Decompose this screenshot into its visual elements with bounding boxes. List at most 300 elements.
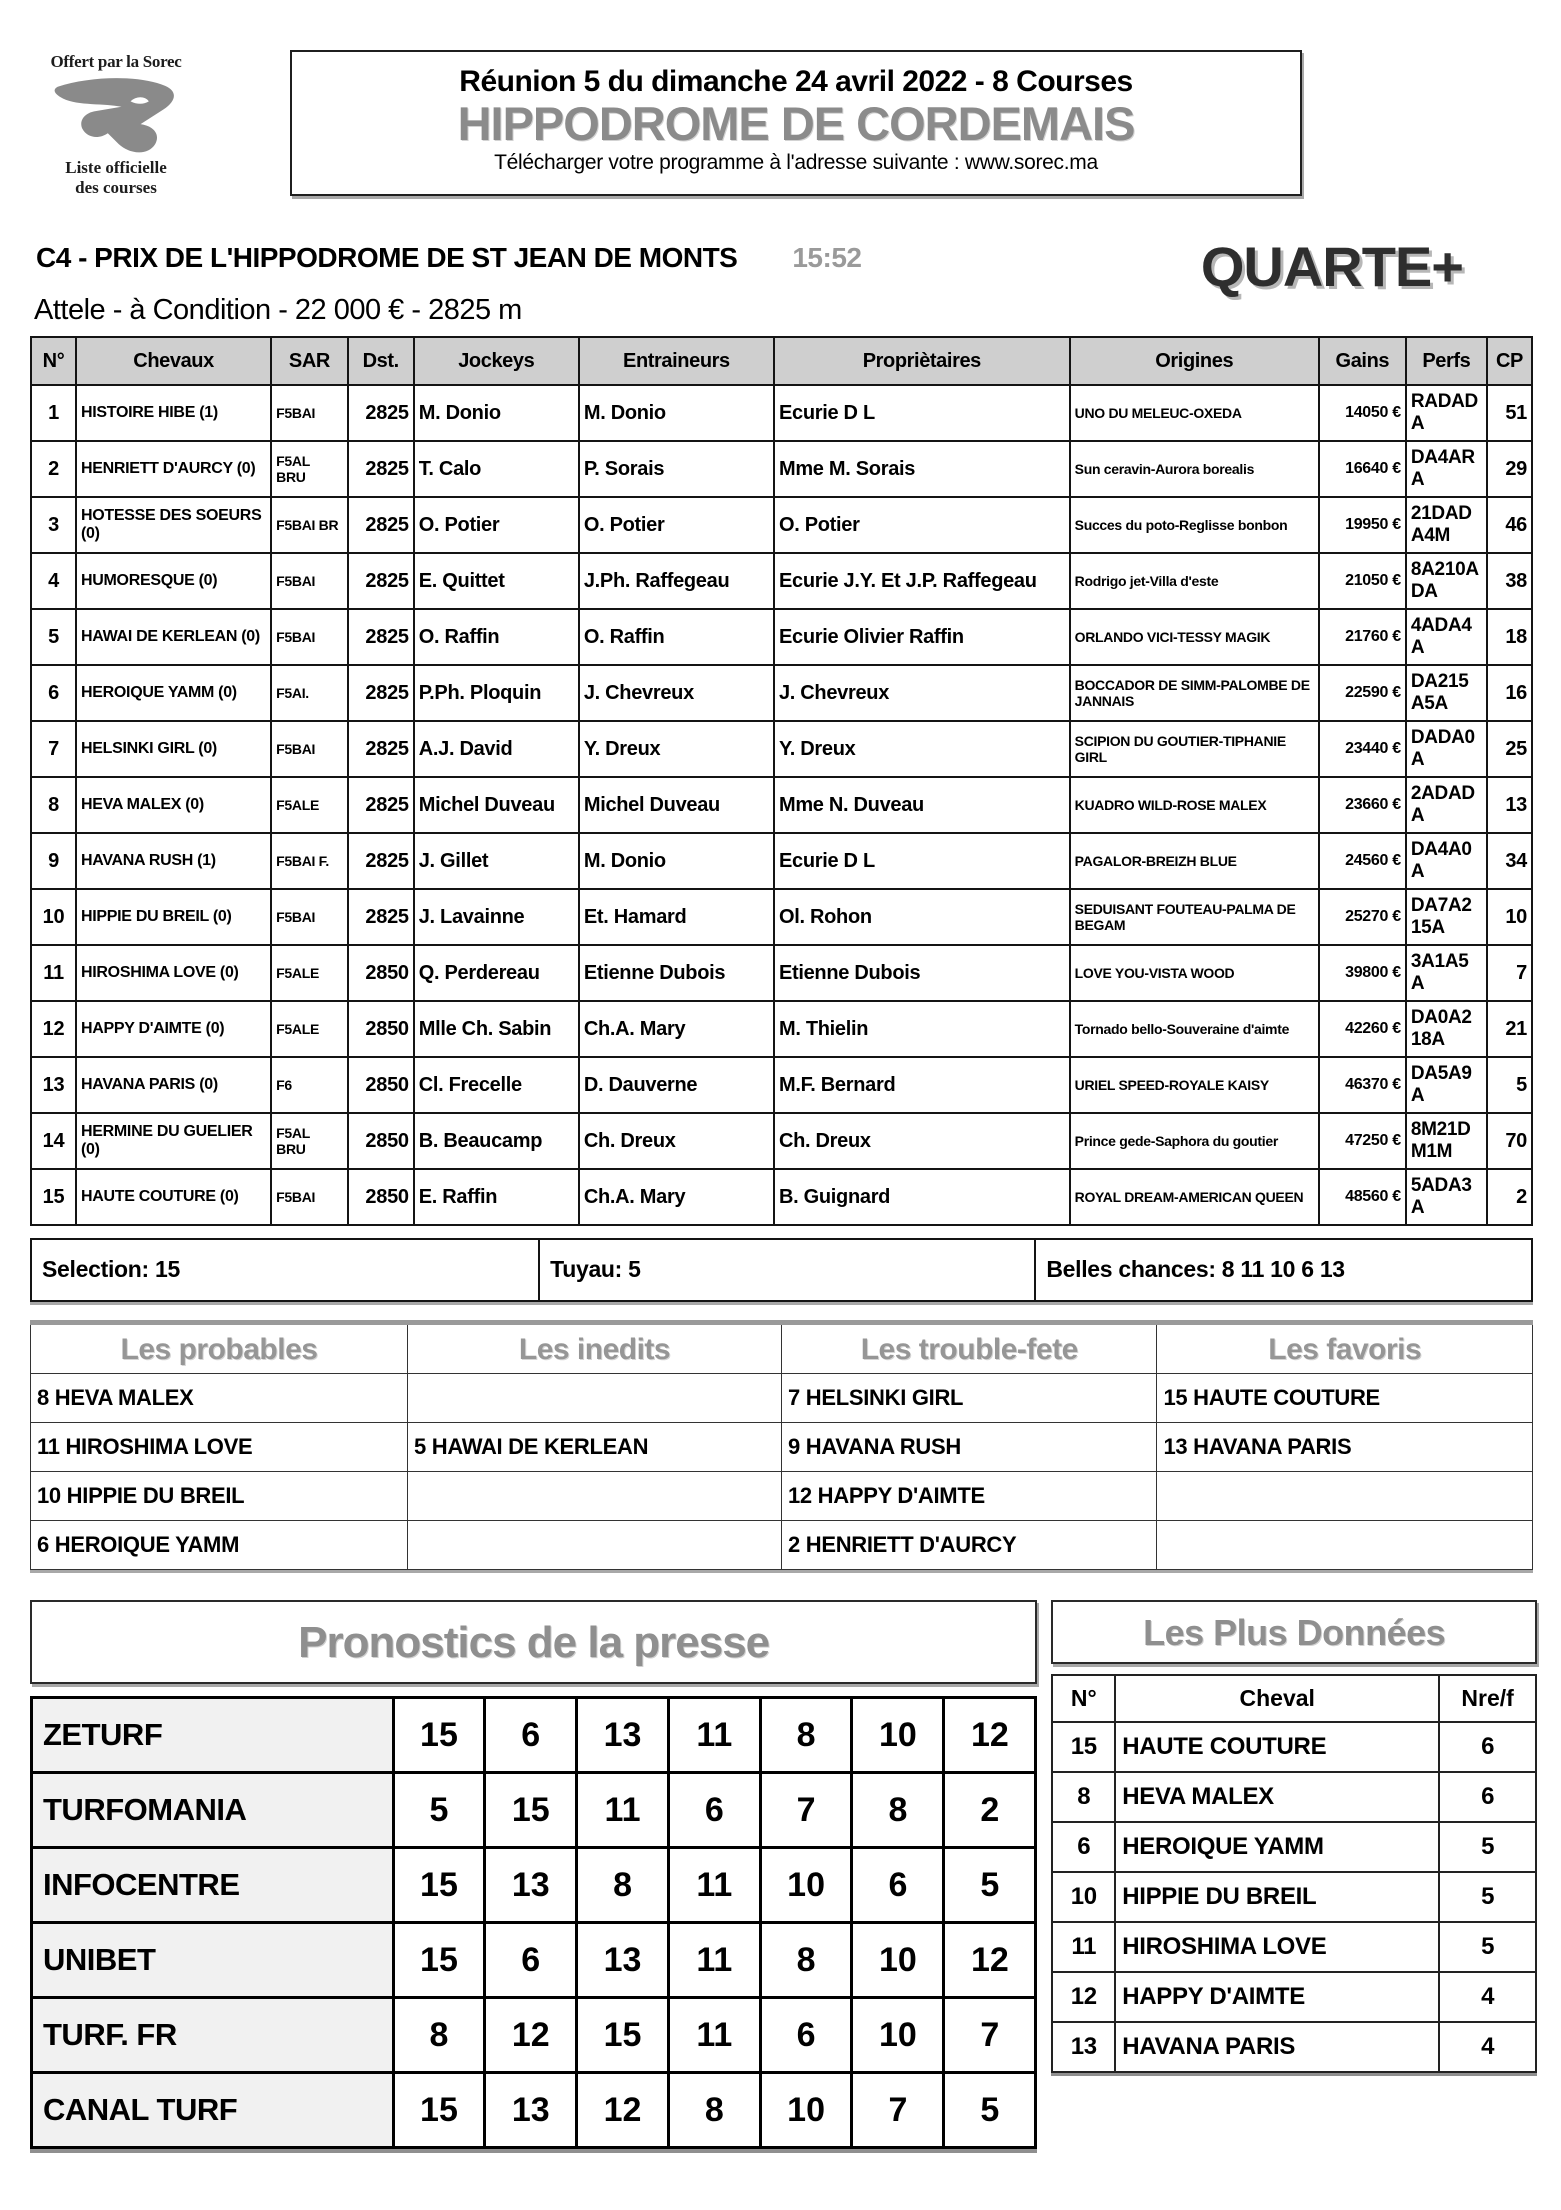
- plus-donnees-title-box: [1051, 1600, 1537, 1664]
- runner-name: HEVA MALEX (0): [76, 777, 271, 833]
- pick-favori: [1157, 1472, 1533, 1521]
- runner-jockey: E. Raffin: [414, 1169, 579, 1225]
- runner-cp: 10: [1487, 889, 1532, 945]
- runner-cp: 18: [1487, 609, 1532, 665]
- runner-owner: Ecurie J.Y. Et J.P. Raffegeau: [774, 553, 1070, 609]
- press-pick-3: 12: [577, 2073, 669, 2148]
- press-pick-3: 11: [577, 1773, 669, 1848]
- press-pick-1: 15: [393, 1923, 485, 1998]
- runner-cp: 21: [1487, 1001, 1532, 1057]
- press-pick-3: 13: [577, 1923, 669, 1998]
- horse-logo-icon: [38, 74, 194, 156]
- header-entraineurs: Entraineurs: [579, 337, 774, 385]
- runner-perfs: 4ADA4A: [1406, 609, 1487, 665]
- selection-value: Selection: 15: [32, 1240, 540, 1300]
- press-pick-6: 10: [852, 1998, 944, 2073]
- press-title: Pronostics de la presse: [298, 1618, 770, 1667]
- runner-origins: URIEL SPEED-ROYALE KAISY: [1070, 1057, 1319, 1113]
- runner-perfs: DADA0A: [1406, 721, 1487, 777]
- header-cp: CP: [1487, 337, 1532, 385]
- press-pick-6: 6: [852, 1848, 944, 1923]
- runner-name: HERMINE DU GUELIER (0): [76, 1113, 271, 1169]
- runner-earnings: 21050 €: [1319, 553, 1406, 609]
- plus-donnees-section: [1051, 1600, 1537, 2073]
- press-pick-7: 5: [944, 1848, 1036, 1923]
- pick-probable: 8 HEVA MALEX: [31, 1374, 408, 1423]
- runners-header-row: [31, 337, 1532, 385]
- press-pick-1: 5: [393, 1773, 485, 1848]
- runner-jockey: J. Lavainne: [414, 889, 579, 945]
- runner-trainer: Ch.A. Mary: [579, 1169, 774, 1225]
- runner-earnings: 24560 €: [1319, 833, 1406, 889]
- runner-row: [31, 1113, 1532, 1169]
- runner-origins: ROYAL DREAM-AMERICAN QUEEN: [1070, 1169, 1319, 1225]
- runner-number: 7: [31, 721, 76, 777]
- runner-cp: 25: [1487, 721, 1532, 777]
- runner-sar: F5BAI: [271, 385, 348, 441]
- header-chevaux: Chevaux: [76, 337, 271, 385]
- runner-sar: F5ALE: [271, 1001, 348, 1057]
- selection-bar: [30, 1238, 1533, 1302]
- lpd-count: 4: [1439, 2022, 1536, 2072]
- runner-trainer: M. Donio: [579, 385, 774, 441]
- pick-trouble-fete: 2 HENRIETT D'AURCY: [781, 1521, 1157, 1570]
- runner-jockey: M. Donio: [414, 385, 579, 441]
- runner-trainer: Ch. Dreux: [579, 1113, 774, 1169]
- press-pick-7: 2: [944, 1773, 1036, 1848]
- runner-distance: 2825: [348, 889, 414, 945]
- runner-distance: 2825: [348, 385, 414, 441]
- press-outlet: UNIBET: [32, 1923, 394, 1998]
- runner-row: [31, 553, 1532, 609]
- runner-number: 3: [31, 497, 76, 553]
- header-probables: Les probables: [31, 1323, 408, 1374]
- plus-donnees-row: [1052, 1922, 1536, 1972]
- runner-name: HIPPIE DU BREIL (0): [76, 889, 271, 945]
- runner-jockey: Michel Duveau: [414, 777, 579, 833]
- press-pick-2: 13: [485, 1848, 577, 1923]
- runner-earnings: 21760 €: [1319, 609, 1406, 665]
- runner-owner: Mme M. Sorais: [774, 441, 1070, 497]
- runner-distance: 2850: [348, 1001, 414, 1057]
- runner-origins: KUADRO WILD-ROSE MALEX: [1070, 777, 1319, 833]
- runner-sar: F5BAI: [271, 889, 348, 945]
- runner-perfs: 5ADA3A: [1406, 1169, 1487, 1225]
- runner-distance: 2850: [348, 945, 414, 1001]
- lpd-horse-name: HAPPY D'AIMTE: [1115, 1972, 1439, 2022]
- runner-row: [31, 889, 1532, 945]
- runner-origins: Rodrigo jet-Villa d'este: [1070, 553, 1319, 609]
- runner-origins: LOVE YOU-VISTA WOOD: [1070, 945, 1319, 1001]
- press-pick-4: 11: [668, 1698, 760, 1773]
- runner-name: HUMORESQUE (0): [76, 553, 271, 609]
- runner-distance: 2850: [348, 1057, 414, 1113]
- picks-table: [30, 1320, 1533, 1570]
- pick-trouble-fete: 7 HELSINKI GIRL: [781, 1374, 1157, 1423]
- runner-name: HELSINKI GIRL (0): [76, 721, 271, 777]
- press-pick-4: 11: [668, 1998, 760, 2073]
- download-note: Télécharger votre programme à l'adresse suivante : www.sorec.ma: [494, 151, 1098, 175]
- header-favoris: Les favoris: [1157, 1323, 1533, 1374]
- runner-row: [31, 721, 1532, 777]
- press-pick-7: 12: [944, 1923, 1036, 1998]
- runner-row: [31, 385, 1532, 441]
- runner-trainer: Michel Duveau: [579, 777, 774, 833]
- bet-type-badge: QUARTE+: [1200, 235, 1463, 298]
- plus-donnees-row: [1052, 1872, 1536, 1922]
- press-pick-2: 6: [485, 1698, 577, 1773]
- header-lpd-nre: Nre/f: [1439, 1675, 1536, 1722]
- runner-perfs: 21DADA4M: [1406, 497, 1487, 553]
- runner-trainer: P. Sorais: [579, 441, 774, 497]
- runner-sar: F6: [271, 1057, 348, 1113]
- press-row: [32, 1773, 1036, 1848]
- runner-row: [31, 833, 1532, 889]
- runner-cp: 5: [1487, 1057, 1532, 1113]
- runner-origins: UNO DU MELEUC-OXEDA: [1070, 385, 1319, 441]
- header-lpd-num: N°: [1052, 1675, 1115, 1722]
- runner-trainer: J. Chevreux: [579, 665, 774, 721]
- lpd-horse-number: 13: [1052, 2022, 1115, 2072]
- runner-perfs: 2ADADA: [1406, 777, 1487, 833]
- runner-name: HAWAI DE KERLEAN (0): [76, 609, 271, 665]
- press-pick-2: 12: [485, 1998, 577, 2073]
- runner-perfs: DA7A215A: [1406, 889, 1487, 945]
- runner-trainer: D. Dauverne: [579, 1057, 774, 1113]
- header-dst: Dst.: [348, 337, 414, 385]
- runner-cp: 7: [1487, 945, 1532, 1001]
- plus-donnees-row: [1052, 1822, 1536, 1872]
- runner-cp: 70: [1487, 1113, 1532, 1169]
- runner-owner: O. Potier: [774, 497, 1070, 553]
- race-title: C4 - PRIX DE L'HIPPODROME DE ST JEAN DE MONTS 15:52: [36, 242, 862, 273]
- lpd-horse-name: HIROSHIMA LOVE: [1115, 1922, 1439, 1972]
- press-row: [32, 1998, 1036, 2073]
- press-pick-5: 8: [760, 1698, 852, 1773]
- meeting-header-box: [290, 50, 1302, 196]
- runner-cp: 46: [1487, 497, 1532, 553]
- runner-name: HAVANA RUSH (1): [76, 833, 271, 889]
- runner-number: 12: [31, 1001, 76, 1057]
- press-pick-2: 6: [485, 1923, 577, 1998]
- lpd-horse-number: 6: [1052, 1822, 1115, 1872]
- runner-trainer: O. Potier: [579, 497, 774, 553]
- runner-trainer: Et. Hamard: [579, 889, 774, 945]
- runner-cp: 51: [1487, 385, 1532, 441]
- race-header: [30, 218, 1533, 336]
- runner-earnings: 46370 €: [1319, 1057, 1406, 1113]
- lpd-count: 6: [1439, 1722, 1536, 1772]
- press-row: [32, 2073, 1036, 2148]
- runners-table: [30, 336, 1533, 1226]
- press-pick-5: 10: [760, 2073, 852, 2148]
- header-trouble-fete: Les trouble-fete: [781, 1323, 1157, 1374]
- runner-trainer: Ch.A. Mary: [579, 1001, 774, 1057]
- race-conditions: Attele - à Condition - 22 000 € - 2825 m: [34, 294, 522, 326]
- runner-earnings: 23660 €: [1319, 777, 1406, 833]
- runner-name: HISTOIRE HIBE (1): [76, 385, 271, 441]
- press-outlet: TURF. FR: [32, 1998, 394, 2073]
- runner-perfs: 8A210ADA: [1406, 553, 1487, 609]
- header-jockeys: Jockeys: [414, 337, 579, 385]
- runner-jockey: A.J. David: [414, 721, 579, 777]
- runner-earnings: 42260 €: [1319, 1001, 1406, 1057]
- runner-name: HAUTE COUTURE (0): [76, 1169, 271, 1225]
- runner-jockey: O. Potier: [414, 497, 579, 553]
- lpd-count: 5: [1439, 1872, 1536, 1922]
- pick-favori: 15 HAUTE COUTURE: [1157, 1374, 1533, 1423]
- runner-distance: 2825: [348, 833, 414, 889]
- runner-owner: M.F. Bernard: [774, 1057, 1070, 1113]
- page-header: [0, 0, 1561, 218]
- runner-owner: Etienne Dubois: [774, 945, 1070, 1001]
- lpd-count: 5: [1439, 1922, 1536, 1972]
- runner-sar: F5BAI F.: [271, 833, 348, 889]
- runner-number: 13: [31, 1057, 76, 1113]
- runner-sar: F5ALE: [271, 777, 348, 833]
- plus-donnees-row: [1052, 1722, 1536, 1772]
- press-pick-1: 8: [393, 1998, 485, 2073]
- runner-jockey: O. Raffin: [414, 609, 579, 665]
- runner-earnings: 23440 €: [1319, 721, 1406, 777]
- runner-distance: 2825: [348, 721, 414, 777]
- tuyau-value: Tuyau: 5: [540, 1240, 1036, 1300]
- runner-perfs: DA215A5A: [1406, 665, 1487, 721]
- runner-name: HAPPY D'AIMTE (0): [76, 1001, 271, 1057]
- runner-distance: 2825: [348, 609, 414, 665]
- lpd-horse-number: 10: [1052, 1872, 1115, 1922]
- press-pick-1: 15: [393, 1698, 485, 1773]
- runner-sar: F5AI.: [271, 665, 348, 721]
- press-pick-1: 15: [393, 1848, 485, 1923]
- lpd-horse-name: HAUTE COUTURE: [1115, 1722, 1439, 1772]
- runner-jockey: J. Gillet: [414, 833, 579, 889]
- press-outlet: CANAL TURF: [32, 2073, 394, 2148]
- runner-name: HOTESSE DES SOEURS (0): [76, 497, 271, 553]
- press-pick-6: 7: [852, 2073, 944, 2148]
- runner-sar: F5AL BRU: [271, 441, 348, 497]
- press-pick-4: 8: [668, 2073, 760, 2148]
- runner-row: [31, 777, 1532, 833]
- header-lpd-cheval: Cheval: [1115, 1675, 1439, 1722]
- header-origines: Origines: [1070, 337, 1319, 385]
- lpd-horse-number: 8: [1052, 1772, 1115, 1822]
- runner-name: HENRIETT D'AURCY (0): [76, 441, 271, 497]
- press-pick-5: 10: [760, 1848, 852, 1923]
- runner-origins: Succes du poto-Reglisse bonbon: [1070, 497, 1319, 553]
- runner-origins: Tornado bello-Souveraine d'aimte: [1070, 1001, 1319, 1057]
- runner-owner: Mme N. Duveau: [774, 777, 1070, 833]
- runner-sar: F5BAI: [271, 721, 348, 777]
- press-pick-6: 10: [852, 1923, 944, 1998]
- meeting-title: Réunion 5 du dimanche 24 avril 2022 - 8 Courses: [459, 65, 1133, 98]
- lpd-horse-name: HIPPIE DU BREIL: [1115, 1872, 1439, 1922]
- runner-row: [31, 1169, 1532, 1225]
- picks-row: [31, 1374, 1533, 1423]
- header-sar: SAR: [271, 337, 348, 385]
- runner-earnings: 47250 €: [1319, 1113, 1406, 1169]
- runner-row: [31, 665, 1532, 721]
- race-time: 15:52: [792, 242, 862, 273]
- runner-row: [31, 945, 1532, 1001]
- pick-trouble-fete: 9 HAVANA RUSH: [781, 1423, 1157, 1472]
- runner-owner: Ecurie D L: [774, 833, 1070, 889]
- runner-cp: 2: [1487, 1169, 1532, 1225]
- runner-row: [31, 441, 1532, 497]
- runner-earnings: 19950 €: [1319, 497, 1406, 553]
- runner-name: HIROSHIMA LOVE (0): [76, 945, 271, 1001]
- plus-donnees-row: [1052, 1972, 1536, 2022]
- pick-inedit: [408, 1374, 782, 1423]
- runner-origins: SEDUISANT FOUTEAU-PALMA DE BEGAM: [1070, 889, 1319, 945]
- runner-distance: 2825: [348, 777, 414, 833]
- runner-trainer: O. Raffin: [579, 609, 774, 665]
- runner-number: 15: [31, 1169, 76, 1225]
- runner-cp: 29: [1487, 441, 1532, 497]
- runner-number: 6: [31, 665, 76, 721]
- press-pick-3: 15: [577, 1998, 669, 2073]
- lpd-horse-name: HEVA MALEX: [1115, 1772, 1439, 1822]
- runner-jockey: T. Calo: [414, 441, 579, 497]
- runner-owner: J. Chevreux: [774, 665, 1070, 721]
- header-gains: Gains: [1319, 337, 1406, 385]
- runner-owner: Ecurie Olivier Raffin: [774, 609, 1070, 665]
- press-table: [30, 1696, 1037, 2149]
- pick-inedit: [408, 1521, 782, 1570]
- runner-number: 2: [31, 441, 76, 497]
- runner-origins: Prince gede-Saphora du goutier: [1070, 1113, 1319, 1169]
- picks-row: [31, 1472, 1533, 1521]
- runner-number: 9: [31, 833, 76, 889]
- runner-jockey: P.Ph. Ploquin: [414, 665, 579, 721]
- press-pick-5: 7: [760, 1773, 852, 1848]
- press-row: [32, 1848, 1036, 1923]
- press-row: [32, 1698, 1036, 1773]
- press-pick-7: 5: [944, 2073, 1036, 2148]
- runner-sar: F5AL BRU: [271, 1113, 348, 1169]
- runner-distance: 2825: [348, 497, 414, 553]
- runner-distance: 2825: [348, 553, 414, 609]
- runner-jockey: Cl. Frecelle: [414, 1057, 579, 1113]
- press-row: [32, 1923, 1036, 1998]
- runner-owner: Ch. Dreux: [774, 1113, 1070, 1169]
- pick-inedit: 5 HAWAI DE KERLEAN: [408, 1423, 782, 1472]
- press-pick-5: 6: [760, 1998, 852, 2073]
- runner-owner: Ecurie D L: [774, 385, 1070, 441]
- runner-name: HAVANA PARIS (0): [76, 1057, 271, 1113]
- runner-earnings: 16640 €: [1319, 441, 1406, 497]
- press-pick-3: 8: [577, 1848, 669, 1923]
- header-perfs: Perfs: [1406, 337, 1487, 385]
- runner-jockey: Q. Perdereau: [414, 945, 579, 1001]
- pick-inedit: [408, 1472, 782, 1521]
- press-pick-2: 13: [485, 2073, 577, 2148]
- lpd-count: 6: [1439, 1772, 1536, 1822]
- runner-number: 11: [31, 945, 76, 1001]
- pick-trouble-fete: 12 HAPPY D'AIMTE: [781, 1472, 1157, 1521]
- press-pick-4: 11: [668, 1923, 760, 1998]
- runner-origins: SCIPION DU GOUTIER-TIPHANIE GIRL: [1070, 721, 1319, 777]
- runner-jockey: Mlle Ch. Sabin: [414, 1001, 579, 1057]
- runner-owner: Ol. Rohon: [774, 889, 1070, 945]
- runner-sar: F5BAI BR: [271, 497, 348, 553]
- runner-trainer: J.Ph. Raffegeau: [579, 553, 774, 609]
- pick-favori: 13 HAVANA PARIS: [1157, 1423, 1533, 1472]
- runner-distance: 2850: [348, 1169, 414, 1225]
- picks-row: [31, 1423, 1533, 1472]
- header-inedits: Les inedits: [408, 1323, 782, 1374]
- pick-favori: [1157, 1521, 1533, 1570]
- runner-earnings: 25270 €: [1319, 889, 1406, 945]
- runner-number: 8: [31, 777, 76, 833]
- runner-number: 10: [31, 889, 76, 945]
- picks-row: [31, 1521, 1533, 1570]
- plus-donnees-row: [1052, 1772, 1536, 1822]
- runner-distance: 2825: [348, 665, 414, 721]
- runner-row: [31, 1001, 1532, 1057]
- runner-row: [31, 1057, 1532, 1113]
- runner-number: 14: [31, 1113, 76, 1169]
- lpd-horse-number: 15: [1052, 1722, 1115, 1772]
- press-pick-7: 12: [944, 1698, 1036, 1773]
- press-pick-6: 8: [852, 1773, 944, 1848]
- runner-earnings: 22590 €: [1319, 665, 1406, 721]
- lpd-count: 5: [1439, 1822, 1536, 1872]
- runner-distance: 2825: [348, 441, 414, 497]
- runner-sar: F5BAI: [271, 553, 348, 609]
- press-pick-4: 6: [668, 1773, 760, 1848]
- runner-earnings: 48560 €: [1319, 1169, 1406, 1225]
- runner-origins: Sun ceravin-Aurora borealis: [1070, 441, 1319, 497]
- runner-owner: M. Thielin: [774, 1001, 1070, 1057]
- runner-perfs: 8M21DM1M: [1406, 1113, 1487, 1169]
- press-title-box: [30, 1600, 1037, 1684]
- plus-donnees-title: Les Plus Données: [1143, 1612, 1446, 1653]
- runner-perfs: DA0A218A: [1406, 1001, 1487, 1057]
- lpd-horse-name: HAVANA PARIS: [1115, 2022, 1439, 2072]
- runner-distance: 2850: [348, 1113, 414, 1169]
- belles-chances-value: Belles chances: 8 11 10 6 13: [1046, 1256, 1345, 1282]
- press-outlet: TURFOMANIA: [32, 1773, 394, 1848]
- pick-probable: 10 HIPPIE DU BREIL: [31, 1472, 408, 1521]
- runner-trainer: M. Donio: [579, 833, 774, 889]
- runner-row: [31, 497, 1532, 553]
- runner-name: HEROIQUE YAMM (0): [76, 665, 271, 721]
- picks-header-row: [31, 1323, 1533, 1374]
- press-outlet: ZETURF: [32, 1698, 394, 1773]
- press-pick-2: 15: [485, 1773, 577, 1848]
- pick-probable: 11 HIROSHIMA LOVE: [31, 1423, 408, 1472]
- pick-probable: 6 HEROIQUE YAMM: [31, 1521, 408, 1570]
- press-section: [30, 1600, 1037, 2149]
- runner-owner: B. Guignard: [774, 1169, 1070, 1225]
- runner-number: 5: [31, 609, 76, 665]
- runner-cp: 34: [1487, 833, 1532, 889]
- lpd-count: 4: [1439, 1972, 1536, 2022]
- press-pick-5: 8: [760, 1923, 852, 1998]
- runner-jockey: E. Quittet: [414, 553, 579, 609]
- press-outlet: INFOCENTRE: [32, 1848, 394, 1923]
- press-pick-6: 10: [852, 1698, 944, 1773]
- press-pick-1: 15: [393, 2073, 485, 2148]
- runner-origins: BOCCADOR DE SIMM-PALOMBE DE JANNAIS: [1070, 665, 1319, 721]
- runner-origins: ORLANDO VICI-TESSY MAGIK: [1070, 609, 1319, 665]
- lpd-horse-name: HEROIQUE YAMM: [1115, 1822, 1439, 1872]
- runner-trainer: Y. Dreux: [579, 721, 774, 777]
- runner-perfs: DA4A0A: [1406, 833, 1487, 889]
- press-pick-7: 7: [944, 1998, 1036, 2073]
- runner-earnings: 39800 €: [1319, 945, 1406, 1001]
